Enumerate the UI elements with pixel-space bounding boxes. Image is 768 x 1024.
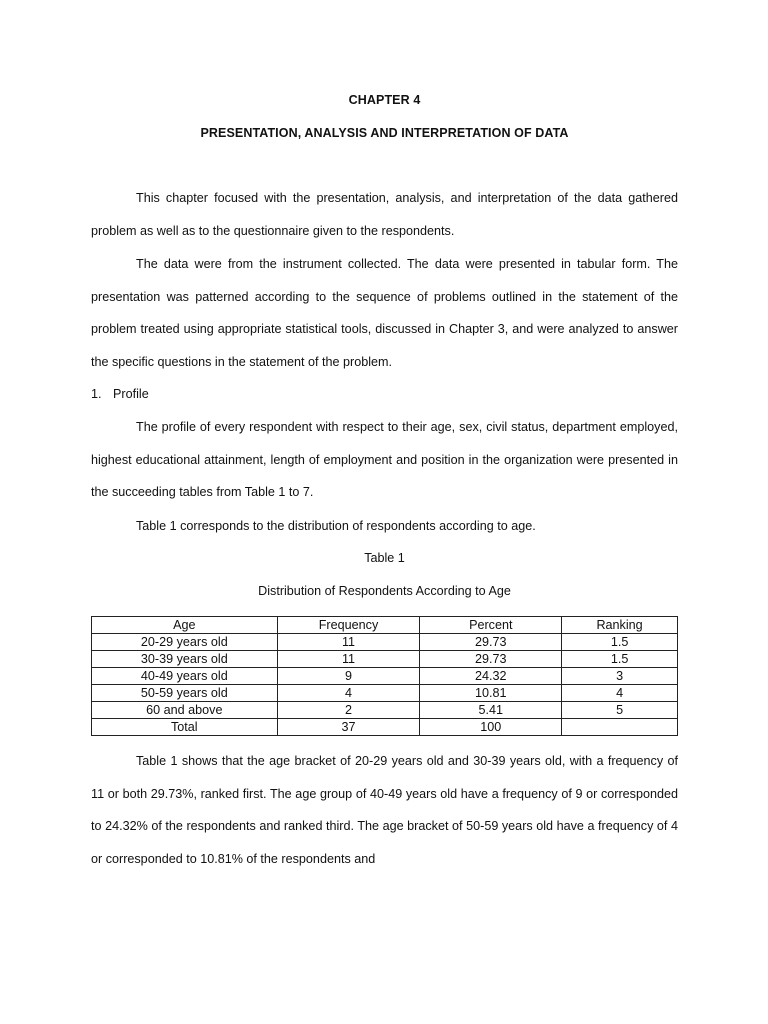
header-percent: Percent xyxy=(420,617,562,634)
cell-percent: 29.73 xyxy=(420,634,562,651)
cell-age: 30-39 years old xyxy=(92,651,278,668)
cell-percent: 24.32 xyxy=(420,668,562,685)
cell-age: 60 and above xyxy=(92,702,278,719)
cell-ranking: 1.5 xyxy=(562,651,678,668)
header-ranking: Ranking xyxy=(562,617,678,634)
table-row xyxy=(92,685,678,702)
table-header-row xyxy=(92,617,678,634)
cell-frequency: 2 xyxy=(277,702,420,719)
cell-age: 20-29 years old xyxy=(92,634,278,651)
table-total-row xyxy=(92,719,678,736)
header-age: Age xyxy=(92,617,278,634)
list-item-profile xyxy=(91,378,149,411)
paragraph-profile: The profile of every respondent with respect to their age, sex, civil status, department employed, highest educational attainment, length of employment and position in the organization were presented in the succeeding tables from Table 1 to 7. xyxy=(91,420,678,500)
cell-percent: 10.81 xyxy=(420,685,562,702)
cell-ranking: 4 xyxy=(562,685,678,702)
table-caption: Distribution of Respondents According to Age xyxy=(258,584,511,598)
cell-age: 40-49 years old xyxy=(92,668,278,685)
cell-frequency: 4 xyxy=(277,685,420,702)
chapter-title: PRESENTATION, ANALYSIS AND INTERPRETATION OF DATA xyxy=(200,126,569,140)
paragraph-table-analysis: Table 1 shows that the age bracket of 20-29 years old and 30-39 years old, with a frequency of 11 or both 29.73%, ranked first. The age group of 40-49 years old have a frequency of 9 or corresponded to 24.32% of the respondents and ranked third. The age bracket of 50-59 years old have a frequency of 4 or corresponded to 10.81% of the respondents and xyxy=(91,754,678,867)
cell-percent: 5.41 xyxy=(420,702,562,719)
cell-frequency: 11 xyxy=(277,634,420,651)
cell-ranking: 1.5 xyxy=(562,634,678,651)
cell-percent: 29.73 xyxy=(420,651,562,668)
paragraph-table-intro: Table 1 corresponds to the distribution of respondents according to age. xyxy=(136,519,536,533)
cell-ranking: 5 xyxy=(562,702,678,719)
cell-age: Total xyxy=(92,719,278,736)
chapter-heading: CHAPTER 4 xyxy=(348,93,421,107)
list-item-number: 1. xyxy=(91,387,102,401)
cell-age: 50-59 years old xyxy=(92,685,278,702)
age-distribution-table xyxy=(91,616,678,736)
cell-ranking xyxy=(562,719,678,736)
cell-ranking: 3 xyxy=(562,668,678,685)
cell-frequency: 9 xyxy=(277,668,420,685)
table-row xyxy=(92,634,678,651)
paragraph-method: The data were from the instrument collected. The data were presented in tabular form. The presentation was patterned according to the sequence of problems outlined in the statement of the problem treated using appropriate statistical tools, discussed in Chapter 3, and were analyzed to answer the specific questions in the statement of the problem. xyxy=(91,257,678,370)
table-label: Table 1 xyxy=(364,551,405,565)
table-row xyxy=(92,702,678,719)
cell-frequency: 11 xyxy=(277,651,420,668)
header-frequency: Frequency xyxy=(277,617,420,634)
cell-percent: 100 xyxy=(420,719,562,736)
table-row xyxy=(92,668,678,685)
paragraph-intro: This chapter focused with the presentation, analysis, and interpretation of the data gathered problem as well as to the questionnaire given to the respondents. xyxy=(91,191,678,238)
list-item-label: Profile xyxy=(113,387,149,401)
table-row xyxy=(92,651,678,668)
cell-frequency: 37 xyxy=(277,719,420,736)
